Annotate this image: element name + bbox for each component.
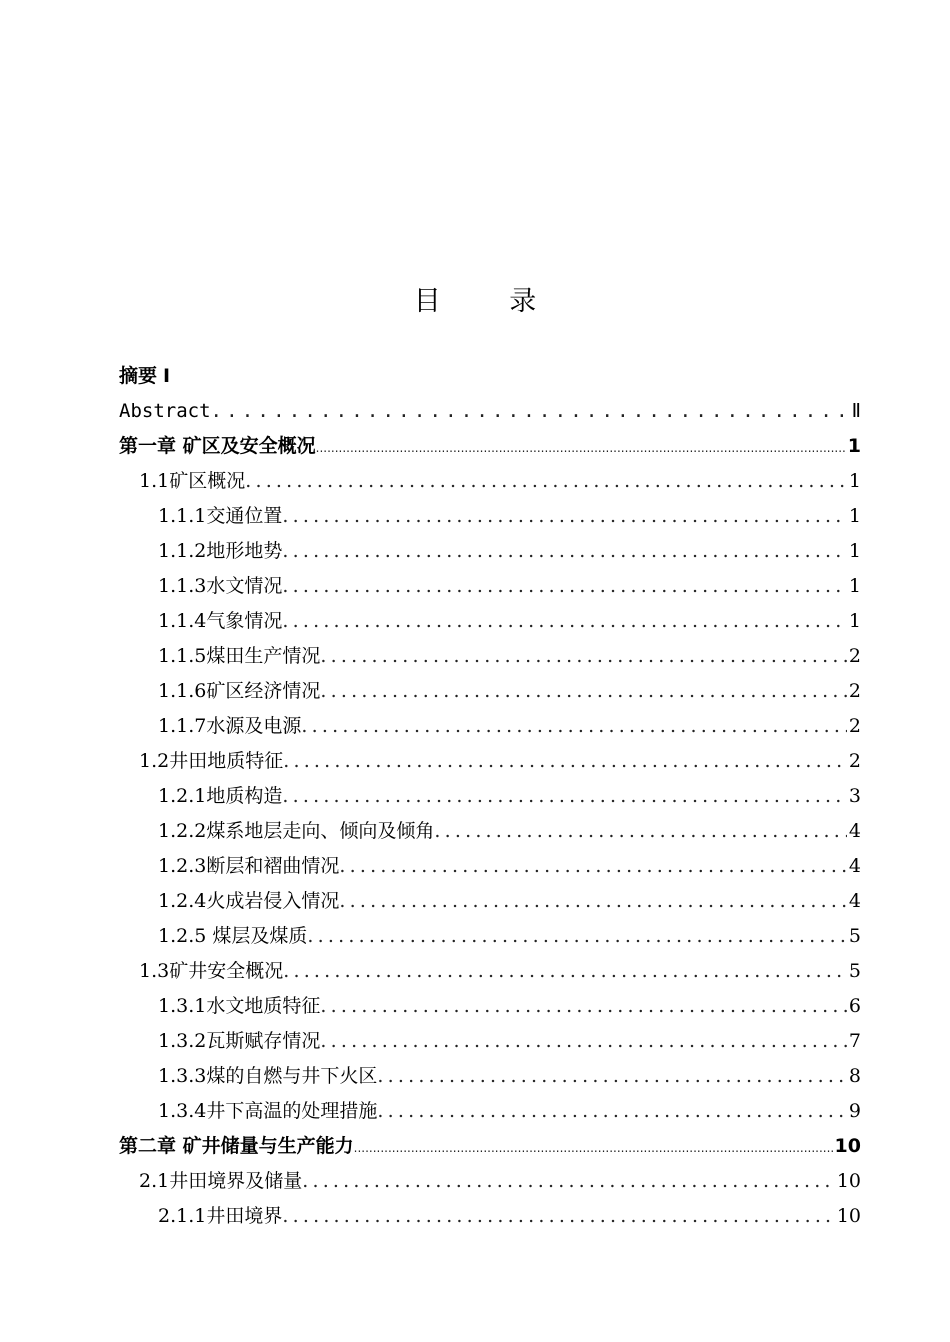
toc-dot-leader xyxy=(320,639,847,674)
toc-entry-page-number: 1 xyxy=(848,540,861,562)
toc-entry-page-number: Ⅱ xyxy=(851,400,861,422)
toc-entry[interactable] xyxy=(119,359,861,394)
toc-dot-leader xyxy=(320,1024,847,1059)
toc-dot-leader xyxy=(339,884,847,919)
toc-entry[interactable] xyxy=(119,919,861,954)
toc-entry-page-number: 2 xyxy=(848,750,861,772)
toc-dot-leader xyxy=(301,709,847,744)
toc-dot-leader xyxy=(307,919,847,954)
toc-dot-leader xyxy=(282,604,847,639)
toc-entry[interactable] xyxy=(119,604,861,639)
toc-entry[interactable] xyxy=(119,849,861,884)
toc-entry-label: 第二章 矿井储量与生产能力 xyxy=(119,1135,354,1157)
toc-dot-leader xyxy=(282,534,847,569)
toc-entry[interactable] xyxy=(119,534,861,569)
toc-entry-page-number: 1 xyxy=(848,610,861,632)
toc-entry-label: 2.1.1井田境界 xyxy=(158,1205,283,1227)
toc-entry-page-number: 8 xyxy=(848,1065,861,1087)
toc-entry-page-number: 9 xyxy=(848,1100,861,1122)
toc-entry[interactable] xyxy=(119,674,861,709)
toc-entry-page-number: 3 xyxy=(848,785,861,807)
toc-entry-page-number: 5 xyxy=(848,925,861,947)
toc-entry-label: 1.2井田地质特征 xyxy=(139,750,284,772)
toc-entry-page-number: 1 xyxy=(847,435,861,457)
toc-dot-leader xyxy=(211,394,850,429)
toc-entry-page-number: 10 xyxy=(836,1205,861,1227)
toc-entry-label: 1.3.4井下高温的处理措施 xyxy=(158,1100,378,1122)
toc-entry-page-number: 2 xyxy=(848,645,861,667)
toc-entry-page-number: 1 xyxy=(848,575,861,597)
toc-entry-page-number: 2 xyxy=(848,680,861,702)
toc-dot-leader xyxy=(283,954,847,989)
toc-entry[interactable] xyxy=(119,709,861,744)
toc-entry-label: 1.1.3水文情况 xyxy=(158,575,283,597)
toc-entry[interactable] xyxy=(119,1059,861,1094)
toc-dot-leader xyxy=(282,499,847,534)
toc-entry-label: 1.2.1地质构造 xyxy=(158,785,283,807)
toc-entry-label: 1.1.2地形地势 xyxy=(158,540,283,562)
toc-dot-leader xyxy=(316,431,846,464)
toc-entry[interactable] xyxy=(119,1164,861,1199)
toc-entry[interactable] xyxy=(119,989,861,1024)
page-title: 目 录 xyxy=(413,286,567,317)
toc-dot-leader xyxy=(377,1094,847,1129)
toc-entry-page-number: 5 xyxy=(848,960,861,982)
toc-entry-page-number: 1 xyxy=(848,505,861,527)
toc-entry-label: 1.1.5煤田生产情况 xyxy=(158,645,321,667)
toc-entry-label: 1.2.5 煤层及煤质 xyxy=(158,925,308,947)
toc-entry-page-number: Ⅰ xyxy=(163,365,171,387)
toc-entry[interactable] xyxy=(119,464,861,499)
toc-entry[interactable] xyxy=(119,429,861,464)
toc-dot-leader xyxy=(354,1131,833,1164)
toc-entry[interactable] xyxy=(119,569,861,604)
toc-entry-label: 1.1.7水源及电源 xyxy=(158,715,302,737)
toc-entry-label: 2.1井田境界及储量 xyxy=(139,1170,303,1192)
toc-entry-label: 1.3矿井安全概况 xyxy=(139,960,284,982)
toc-entry[interactable] xyxy=(119,1094,861,1129)
toc-entry-label: 1.2.4火成岩侵入情况 xyxy=(158,890,340,912)
toc-entry[interactable] xyxy=(119,639,861,674)
toc-entry-label: 1.1矿区概况 xyxy=(139,470,246,492)
toc-entry-page-number: 7 xyxy=(848,1030,861,1052)
toc-entry[interactable] xyxy=(119,1199,861,1234)
toc-entry-page-number: 10 xyxy=(834,1135,861,1157)
toc-entry[interactable] xyxy=(119,1129,861,1164)
toc-entry[interactable] xyxy=(119,499,861,534)
toc-dot-leader xyxy=(339,849,847,884)
table-of-contents xyxy=(119,359,861,1234)
toc-entry-page-number: 2 xyxy=(848,715,861,737)
toc-entry-label: 第一章 矿区及安全概况 xyxy=(119,435,316,457)
toc-entry-label: Abstract xyxy=(119,400,211,422)
toc-entry-page-number: 1 xyxy=(848,470,861,492)
toc-entry[interactable] xyxy=(119,1024,861,1059)
toc-entry[interactable] xyxy=(119,884,861,919)
toc-dot-leader xyxy=(320,674,847,709)
toc-dot-leader xyxy=(283,744,847,779)
toc-entry-label: 1.1.4气象情况 xyxy=(158,610,283,632)
toc-entry-label: 1.1.1交通位置 xyxy=(158,505,283,527)
toc-entry[interactable] xyxy=(119,814,861,849)
toc-entry-label: 1.3.2瓦斯赋存情况 xyxy=(158,1030,321,1052)
toc-entry[interactable] xyxy=(119,779,861,814)
toc-dot-leader xyxy=(320,989,847,1024)
toc-dot-leader xyxy=(282,779,847,814)
toc-dot-leader xyxy=(302,1164,835,1199)
toc-dot-leader xyxy=(245,464,847,499)
toc-entry[interactable] xyxy=(119,394,861,429)
toc-dot-leader xyxy=(282,569,847,604)
toc-entry-page-number: 10 xyxy=(836,1170,861,1192)
toc-entry[interactable] xyxy=(119,744,861,779)
toc-dot-leader xyxy=(434,814,847,849)
toc-dot-leader xyxy=(282,1199,834,1234)
toc-entry-label: 摘要 xyxy=(119,365,158,387)
toc-entry-label: 1.3.3煤的自燃与井下火区 xyxy=(158,1065,378,1087)
toc-entry-label: 1.2.2煤系地层走向、倾向及倾角 xyxy=(158,820,435,842)
toc-dot-leader xyxy=(377,1059,847,1094)
toc-entry-label: 1.1.6矿区经济情况 xyxy=(158,680,321,702)
toc-entry-page-number: 4 xyxy=(848,820,861,842)
toc-entry-label: 1.2.3断层和褶曲情况 xyxy=(158,855,340,877)
toc-entry[interactable] xyxy=(119,954,861,989)
toc-entry-page-number: 4 xyxy=(848,890,861,912)
toc-entry-label: 1.3.1水文地质特征 xyxy=(158,995,321,1017)
toc-entry-page-number: 6 xyxy=(848,995,861,1017)
toc-entry-page-number: 4 xyxy=(848,855,861,877)
